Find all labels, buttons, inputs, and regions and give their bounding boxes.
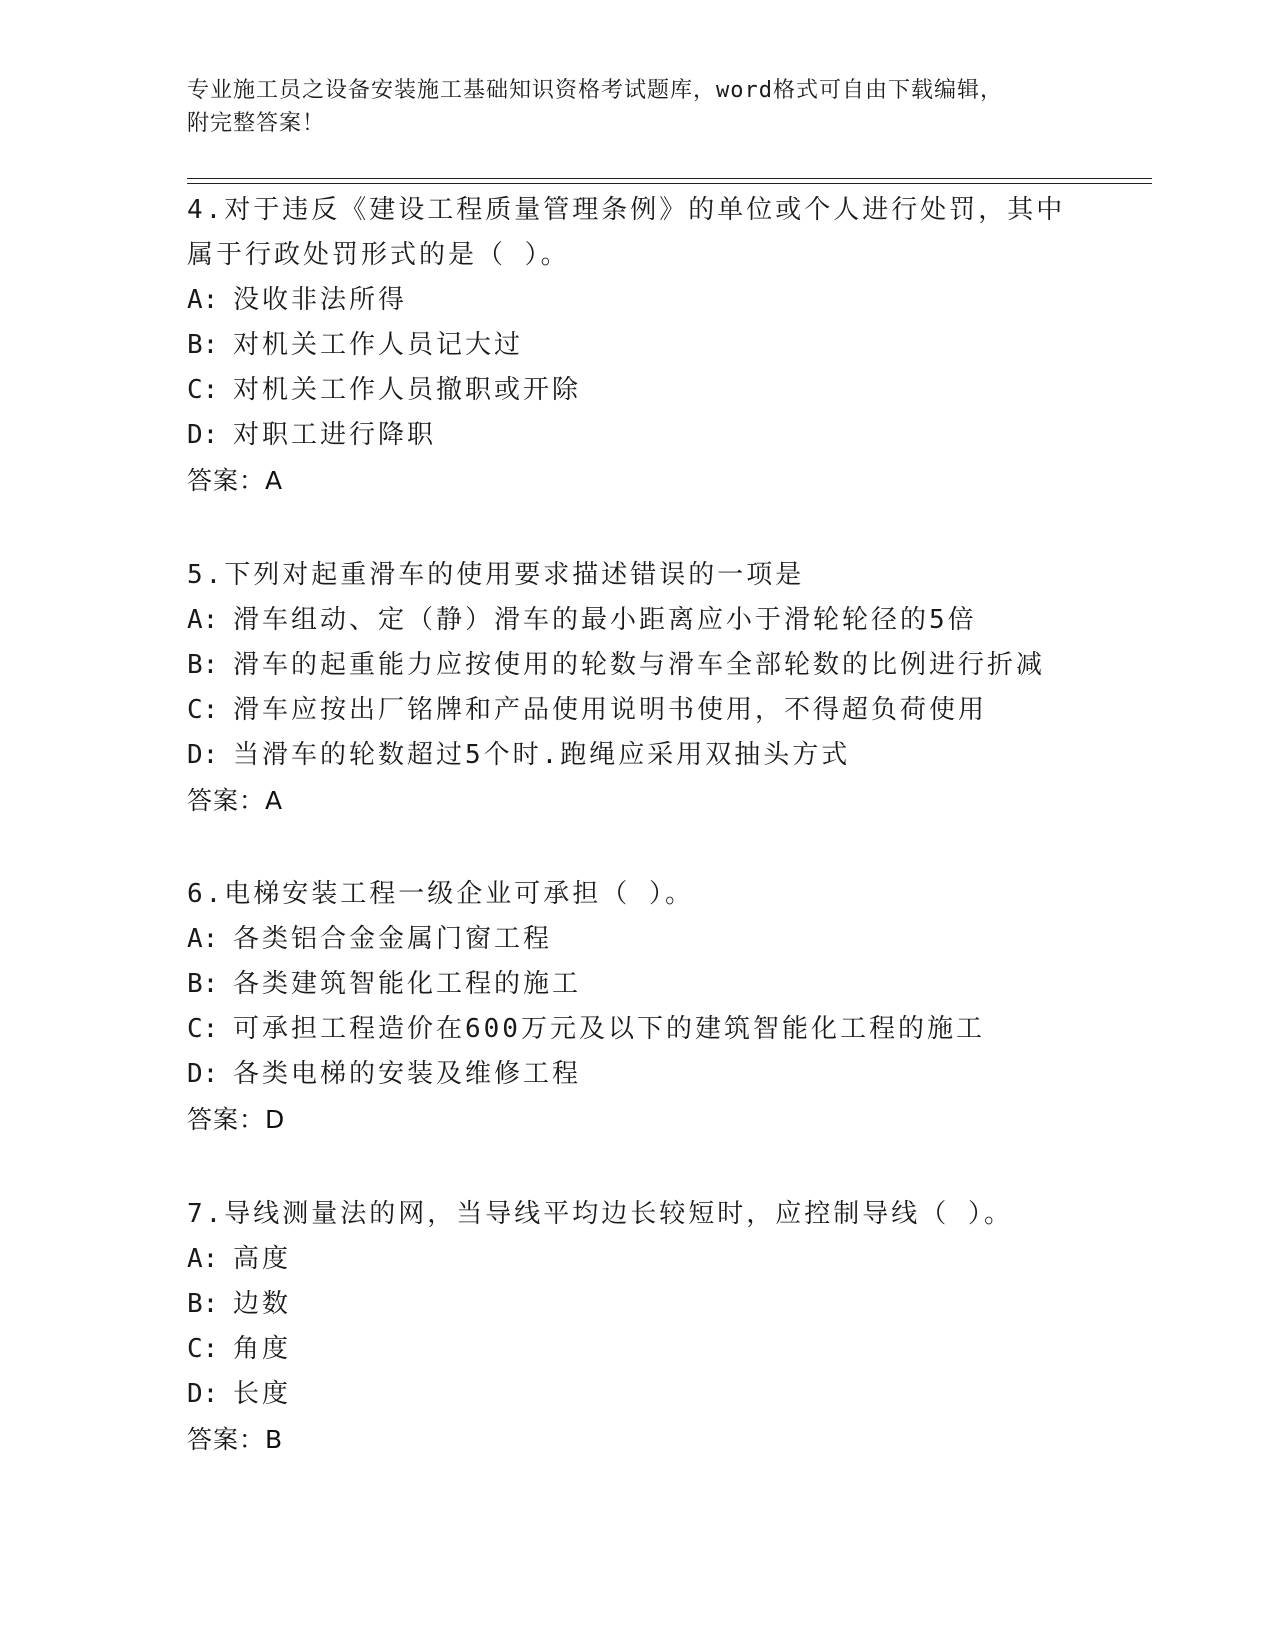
- option-a: [187, 278, 1087, 323]
- option-text: 没收非法所得: [233, 285, 408, 315]
- question-6: [187, 872, 1087, 1143]
- option-letter: A:: [187, 1244, 219, 1274]
- option-text: 边数: [233, 1289, 292, 1319]
- option-letter: C:: [187, 695, 219, 725]
- option-letter: D:: [187, 1059, 219, 1089]
- option-d: [187, 1372, 1087, 1417]
- option-text: 各类铝合金金属门窗工程: [233, 924, 553, 954]
- question-title: 5.下列对起重滑车的使用要求描述错误的一项是: [187, 560, 805, 590]
- question-title: 4.对于违反《建设工程质量管理条例》的单位或个人进行处罚，其中: [187, 195, 1066, 225]
- option-b: [187, 1282, 1087, 1327]
- option-letter: D:: [187, 740, 219, 770]
- option-letter: D:: [187, 1379, 219, 1409]
- option-letter: B:: [187, 650, 219, 680]
- option-text: 长度: [233, 1379, 292, 1409]
- option-text: 对职工进行降职: [233, 420, 437, 450]
- header-divider-top: [187, 178, 1152, 179]
- option-text: 滑车应按出厂铭牌和产品使用说明书使用，不得超负荷使用: [233, 695, 988, 725]
- answer-line: 答案：A: [187, 786, 284, 815]
- option-c: [187, 688, 1087, 733]
- header-line-1: 专业施工员之设备安装施工基础知识资格考试题库，word格式可自由下载编辑，: [187, 78, 1003, 103]
- option-a: [187, 1237, 1087, 1282]
- question-title-continued: 属于行政处罚形式的是（ ）。: [187, 240, 570, 270]
- option-c: [187, 1327, 1087, 1372]
- option-d: [187, 413, 1087, 458]
- option-b: [187, 323, 1087, 368]
- option-c: [187, 1007, 1087, 1052]
- document-header: [187, 74, 1087, 140]
- option-b: [187, 643, 1087, 688]
- question-4: [187, 188, 1087, 504]
- option-text: 滑车的起重能力应按使用的轮数与滑车全部轮数的比例进行折减: [233, 650, 1046, 680]
- option-text: 高度: [233, 1244, 292, 1274]
- answer-line: 答案：A: [187, 466, 284, 495]
- option-letter: A:: [187, 924, 219, 954]
- option-letter: D:: [187, 420, 219, 450]
- question-title: 6.电梯安装工程一级企业可承担（ ）。: [187, 879, 694, 909]
- question-7: [187, 1192, 1087, 1463]
- option-letter: C:: [187, 1014, 219, 1044]
- option-letter: B:: [187, 1289, 219, 1319]
- option-text: 对机关工作人员撤职或开除: [233, 375, 582, 405]
- option-a: [187, 917, 1087, 962]
- option-d: [187, 1052, 1087, 1097]
- header-divider-bottom: [187, 183, 1152, 184]
- option-text: 角度: [233, 1334, 292, 1364]
- option-letter: C:: [187, 1334, 219, 1364]
- option-letter: C:: [187, 375, 219, 405]
- option-c: [187, 368, 1087, 413]
- answer-line: 答案：D: [187, 1105, 286, 1134]
- option-text: 各类电梯的安装及维修工程: [233, 1059, 582, 1089]
- option-text: 可承担工程造价在600万元及以下的建筑智能化工程的施工: [233, 1014, 985, 1044]
- option-letter: A:: [187, 285, 219, 315]
- option-letter: B:: [187, 330, 219, 360]
- option-b: [187, 962, 1087, 1007]
- question-title: 7.导线测量法的网，当导线平均边长较短时，应控制导线（ ）。: [187, 1199, 1013, 1229]
- option-text: 滑车组动、定（静）滑车的最小距离应小于滑轮轮径的5倍: [233, 605, 977, 635]
- option-letter: B:: [187, 969, 219, 999]
- option-text: 对机关工作人员记大过: [233, 330, 524, 360]
- option-d: [187, 733, 1087, 778]
- option-text: 当滑车的轮数超过5个时.跑绳应采用双抽头方式: [233, 740, 851, 770]
- header-line-2: 附完整答案！: [187, 111, 326, 136]
- option-a: [187, 598, 1087, 643]
- answer-line: 答案：B: [187, 1425, 284, 1454]
- option-text: 各类建筑智能化工程的施工: [233, 969, 582, 999]
- question-5: [187, 553, 1087, 824]
- option-letter: A:: [187, 605, 219, 635]
